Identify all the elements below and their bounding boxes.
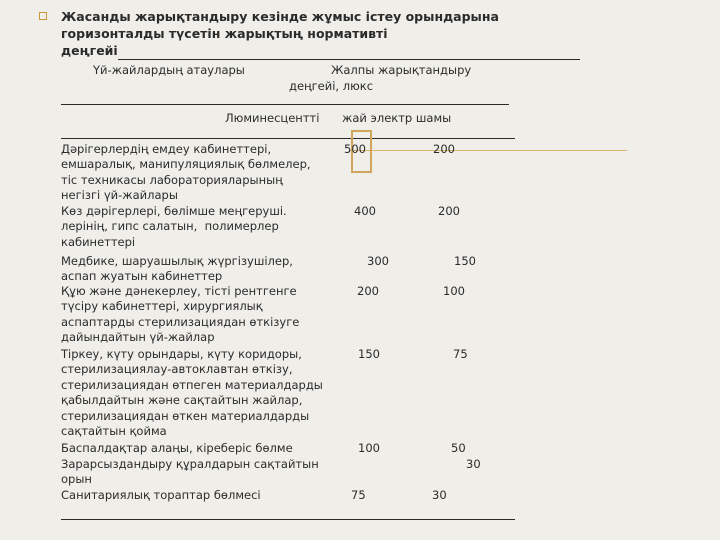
title-underline [118,59,580,60]
header-col-incandescent: жай электр шамы [342,111,452,125]
header-col-total: Жалпы жарықтандыру [331,63,472,77]
table-cell-luminescent: 200 [357,284,379,298]
table-cell-luminescent: 500 [344,142,366,156]
table-cell-incandescent: 75 [453,347,468,361]
table-cell-luminescent: 75 [351,488,366,502]
table-row-label: Дәрігерлердің емдеу кабинеттері, емшаралық, манипуляциялық бөлмелер, тіс техникасы лабораторияларының негізгі үй-жайлары [61,142,311,203]
table-row-label: Құю және дәнекерлеу, тісті рентгенге түсіру кабинеттері, хирургиялық аспаптарды стерилизациядан өткізуге дайындайтын үй-жайлар [61,284,300,345]
bullet-icon [39,12,47,20]
table-bottom-rule [61,519,515,520]
subheader-divider [61,138,515,139]
table-cell-luminescent: 300 [367,254,389,268]
table-cell-incandescent: 30 [432,488,447,502]
table-cell-incandescent: 200 [433,142,455,156]
table-row-label: Баспалдақтар алаңы, кіреберіс бөлме [61,441,293,455]
accent-line [349,150,627,151]
table-cell-luminescent: 150 [358,347,380,361]
table-cell-incandescent: 30 [466,457,481,471]
table-cell-luminescent: 400 [354,204,376,218]
table-cell-incandescent: 100 [443,284,465,298]
table-row-label: Көз дәрігерлері, бөлімше меңгеруші. лерінің, гипс салатын, полимерлер кабинеттері [61,204,287,249]
table-row-label: Тіркеу, күту орындары, күту коридоры, стерилизациялау-автоклавтан өткізу, стерилизациядан өтпеген материалдарды қабылдайтын және сақтайтын жайлар, стерилизациядан өткен материалдарды сақтайтын қойма [61,347,323,439]
table-cell-incandescent: 200 [438,204,460,218]
header-col-total-unit: деңгейі, люкс [289,79,374,93]
table-row-label: Медбике, шаруашылық жүргізушілер, аспап жуатын кабинеттер [61,254,293,284]
table-row-label: Санитариялық тораптар бөлмесі [61,488,261,502]
table-cell-incandescent: 50 [451,441,466,455]
table-cell-incandescent: 150 [454,254,476,268]
header-col-luminescent: Люминесцентті [225,111,320,125]
header-col-name: Үй-жайлардың атаулары [93,63,245,77]
table-row-label: Зарарсыздандыру құралдарын сақтайтын орын [61,457,319,487]
header-divider [61,104,509,105]
table-cell-luminescent: 100 [358,441,380,455]
slide-title: Жасанды жарықтандыру кезінде жұмыс істеу орындарына горизонталды түсетін жарықтың нормативті деңгейі [61,9,499,58]
